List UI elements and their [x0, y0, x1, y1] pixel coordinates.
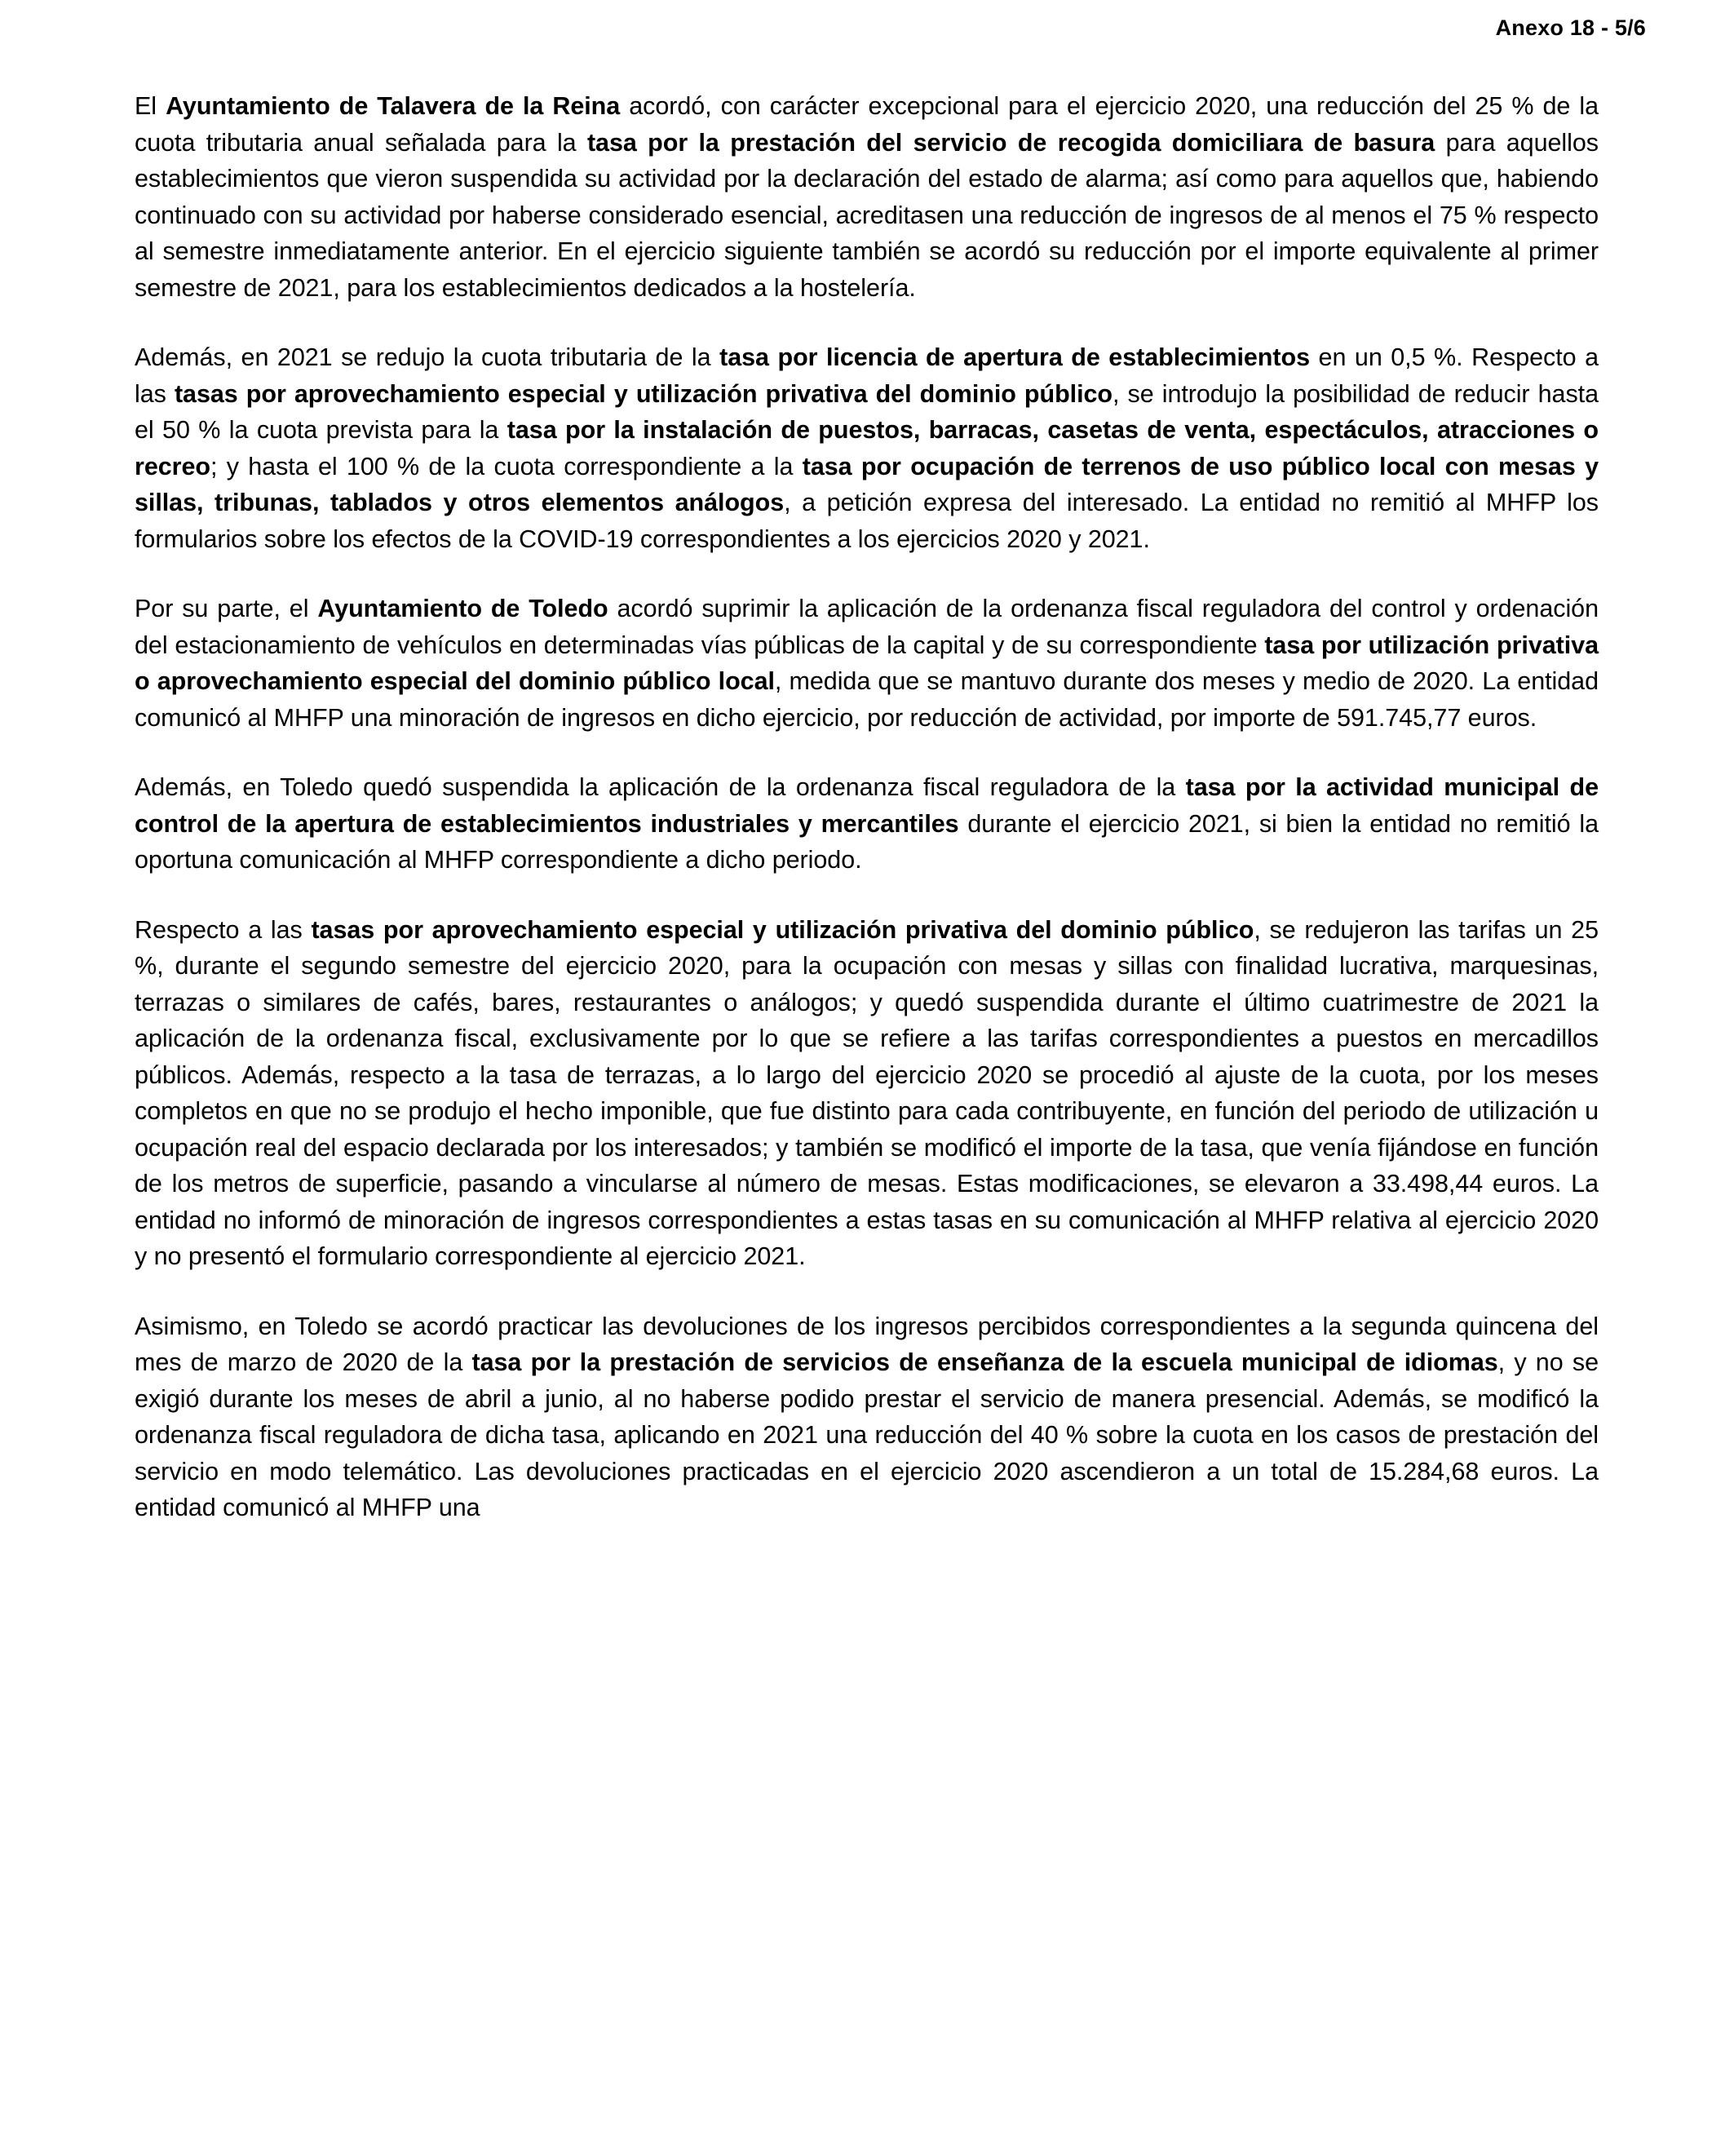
text-run: ; y hasta el 100 % de la cuota correspondiente a la	[210, 452, 803, 480]
text-run: Además, en Toledo quedó suspendida la aplicación de la ordenanza fiscal reguladora de la	[135, 773, 1186, 801]
text-run: acordó suprimir la aplicación de la ordenanza fiscal reguladora del control y ordenación del estacionamiento de vehículos en determinadas vías públicas de la capital y de su correspondiente	[135, 595, 1599, 659]
text-run: Respecto a las	[135, 915, 312, 944]
emphasis-run: tasa por la instalación de puestos, barracas, casetas de venta, espectáculos, atracciones o recreo	[135, 416, 1599, 480]
text-run: , a petición expresa del interesado. La entidad no remitió al MHFP los formularios sobre los efectos de la COVID-19 correspondientes a los ejercicios 2020 y 2021.	[135, 489, 1599, 553]
text-run: Además, en 2021 se redujo la cuota tributaria de la	[135, 343, 720, 371]
emphasis-run: Ayuntamiento de Toledo	[317, 595, 608, 622]
emphasis-run: tasa por la prestación del servicio de recogida domiciliara de basura	[586, 128, 1435, 157]
emphasis-run: tasa por ocupación de terrenos de uso público local con mesas y sillas, tribunas, tablados y otros elementos análogos	[135, 452, 1599, 516]
text-run: , medida que se mantuvo durante dos meses y medio de 2020. La entidad comunicó al MHFP una minoración de ingresos en dicho ejercicio, por reducción de actividad, por importe de 591.745,77 euros.	[135, 667, 1599, 732]
para-toledo-idiomas	[135, 1308, 1599, 1526]
emphasis-run: tasa por la actividad municipal de control de la apertura de establecimientos industriales y mercantiles	[135, 773, 1599, 838]
emphasis-run: tasas por aprovechamiento especial y utilización privativa del dominio público	[311, 915, 1254, 944]
text-run: El	[135, 92, 166, 120]
text-run: , se introdujo la posibilidad de reducir hasta el 50 % la cuota prevista para la	[135, 379, 1599, 444]
page-header-anexo-label: Anexo 18 - 5/6	[1495, 15, 1646, 40]
text-run: Asimismo, en Toledo se acordó practicar las devoluciones de los ingresos percibidos correspondientes a la segunda quincena del mes de marzo de 2020 de la	[135, 1312, 1599, 1376]
emphasis-run: tasa por utilización privativa o aprovechamiento especial del dominio público local	[135, 631, 1599, 695]
text-run: , se redujeron las tarifas un 25 %, durante el segundo semestre del ejercicio 2020, para la ocupación con mesas y sillas con finalidad lucrativa, marquesinas, terrazas o similares de cafés, bares, restaurantes o análogos; y quedó suspendida durante el último cuatrimestre de 2021 la aplicación de la ordenanza fiscal, exclusivamente por lo que se refiere a las tarifas correspondientes a puestos en mercadillos públicos. Además, respecto a la tasa de terrazas, a lo largo del ejercicio 2020 se procedió al ajuste de la cuota, por los meses completos en que no se produjo el hecho imponible, que fue distinto para cada contribuyente, en función del periodo de utilización u ocupación real del espacio declarada por los interesados; y también se modificó el importe de la tasa, que venía fijándose en función de los metros de superficie, pasando a vincularse al número de mesas. Estas modificaciones, se elevaron a 33.498,44 euros. La entidad no informó de minoración de ingresos correspondientes a estas tasas en su comunicación al MHFP relativa al ejercicio 2020 y no presentó el formulario correspondiente al ejercicio 2021.	[135, 915, 1599, 1270]
text-run: Por su parte, el	[135, 595, 318, 622]
para-talavera-basura	[135, 88, 1599, 306]
text-run: para aquellos establecimientos que vieron suspendida su actividad por la declaración del estado de alarma; así como para aquellos que, habiendo continuado con su actividad por haberse considerado esencial, acreditasen una reducción de ingresos de al menos el 75 % respecto al semestre inmediatamente anterior. En el ejercicio siguiente también se acordó su reducción por el importe equivalente al primer semestre de 2021, para los establecimientos dedicados a la hostelería.	[135, 128, 1599, 302]
emphasis-run: tasas por aprovechamiento especial y utilización privativa del dominio público	[174, 379, 1113, 408]
emphasis-run: Ayuntamiento de Talavera de la Reina	[166, 92, 621, 120]
para-toledo-estacionamiento	[135, 591, 1599, 736]
emphasis-run: tasa por licencia de apertura de establecimientos	[719, 343, 1310, 371]
para-toledo-terrazas	[135, 912, 1599, 1275]
text-run: durante el ejercicio 2021, si bien la entidad no remitió la oportuna comunicación al MHFP correspondiente a dicho periodo.	[135, 809, 1599, 874]
para-talavera-apertura	[135, 339, 1599, 557]
text-run: , y no se exigió durante los meses de abril a junio, al no haberse podido prestar el servicio de manera presencial. Además, se modificó la ordenanza fiscal reguladora de dicha tasa, aplicando en 2021 una reducción del 40 % sobre la cuota en los casos de prestación del servicio en modo telemático. Las devoluciones practicadas en el ejercicio 2020 ascendieron a un total de 15.284,68 euros. La entidad comunicó al MHFP una	[135, 1348, 1599, 1521]
para-toledo-apertura	[135, 769, 1599, 879]
document-body	[135, 88, 1599, 1526]
text-run: en un 0,5 %. Respecto a las	[135, 343, 1599, 408]
emphasis-run: tasa por la prestación de servicios de enseñanza de la escuela municipal de idiomas	[471, 1348, 1498, 1376]
text-run: acordó, con carácter excepcional para el ejercicio 2020, una reducción del 25 % de la cuota tributaria anual señalada para la	[135, 92, 1599, 157]
